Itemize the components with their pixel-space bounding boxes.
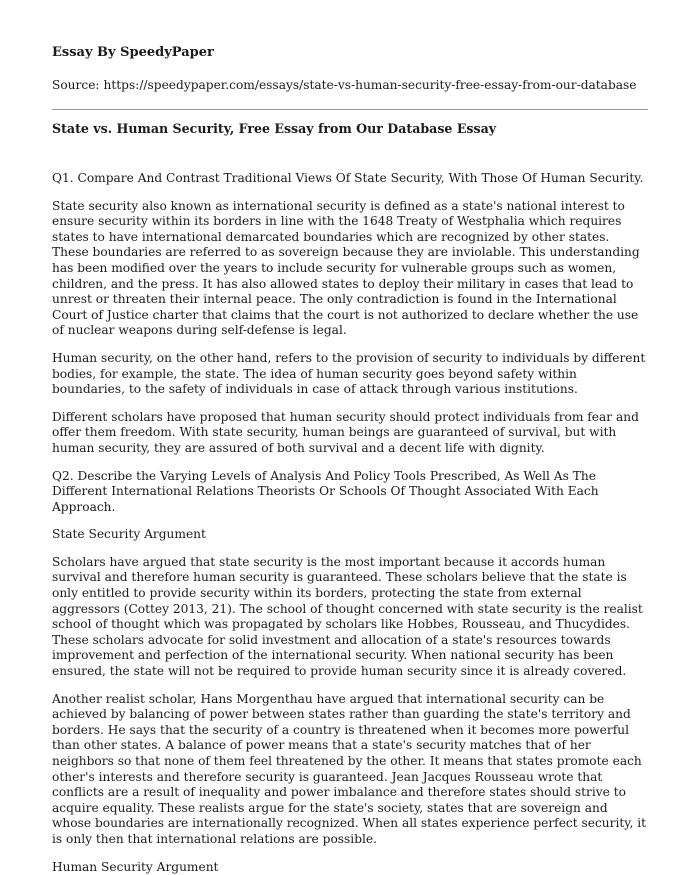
paragraph-1: State security also known as international security is defined as a state's national interest to ensure security within its borders in line with the 1648 Treaty of Westphalia which requires states to have international demarcated boundaries which are recognized by other states. These boundaries are referred to as sovereign because they are inviolable. This understanding has been modified over the years to include security for vulnerable groups such as women, children, and the press. It has also allowed states to deploy their military in cases that lead to unrest or threaten their internal peace. The only contradiction is found in the International Court of Justice charter that claims that the court is not authorized to declare whether the use of nuclear weapons during self-defense is legal. — [52, 198, 640, 338]
question-2: Q2. Describe the Varying Levels of Analysis And Policy Tools Prescribed, As Well As The Different International Relations Theorists Or Schools Of Thought Associated With Each Approach. — [52, 468, 599, 514]
paragraph-4: Scholars have argued that state security is the most important because it accords human survival and therefore human security is guaranteed. These scholars believe that the state is only entitled to provide security within its borders, protecting the state from external aggressors (Cottey 2013, 21). The school of thought concerned with state security is the realist school of thought which was propagated by scholars like Hobbes, Rousseau, and Thucydides. These scholars advocate for solid investment and allocation of a state's resources towards improvement and perfection of the international security. When national security has been ensured, the state will not be required to provide human security since it is already covered. — [52, 554, 643, 679]
source-label: Source: — [52, 78, 100, 92]
source-url[interactable]: https://speedypaper.com/essays/state-vs-human-security-free-essay-from-our-database — [103, 78, 637, 92]
paragraph-2: Human security, on the other hand, refers to the provision of security to individuals by different bodies, for example, the state. The idea of human security goes beyond safety within boundaries, to the safety of individuals in case of attack through various institutions. — [52, 350, 646, 397]
header-divider — [52, 109, 648, 110]
section-heading-state-security: State Security Argument — [52, 527, 206, 542]
section-heading-human-security: Human Security Argument — [52, 859, 219, 874]
essay-body — [52, 171, 648, 875]
brand-heading: Essay By SpeedyPaper — [52, 45, 214, 60]
paragraph-5: Another realist scholar, Hans Morgenthau have argued that international security can be achieved by balancing of power between states rather than guarding the state's territory and borders. He says that the security of a country is threatened when it becomes more powerful than other states. A balance of power means that a state's security matches that of her neighbors so that none of them feel threatened by the other. It means that states promote each other's interests and therefore security is guaranteed. Jean Jacques Rousseau wrote that conflicts are a result of inequality and power imbalance and therefore states should strive to acquire equality. These realists argue for the state's society, states that are sovereign and whose boundaries are internationally recognized. When all states experience perfect security, it is only then that international relations are possible. — [52, 691, 647, 846]
essay-title: State vs. Human Security, Free Essay from Our Database Essay — [52, 121, 497, 136]
question-1: Q1. Compare And Contrast Traditional Views Of State Security, With Those Of Human Security. — [52, 171, 644, 185]
source-line — [52, 77, 648, 93]
paragraph-3: Different scholars have proposed that human security should protect individuals from fear and offer them freedom. With state security, human beings are guaranteed of survival, but with human security, they are assured of both survival and a decent life with dignity. — [52, 409, 639, 455]
